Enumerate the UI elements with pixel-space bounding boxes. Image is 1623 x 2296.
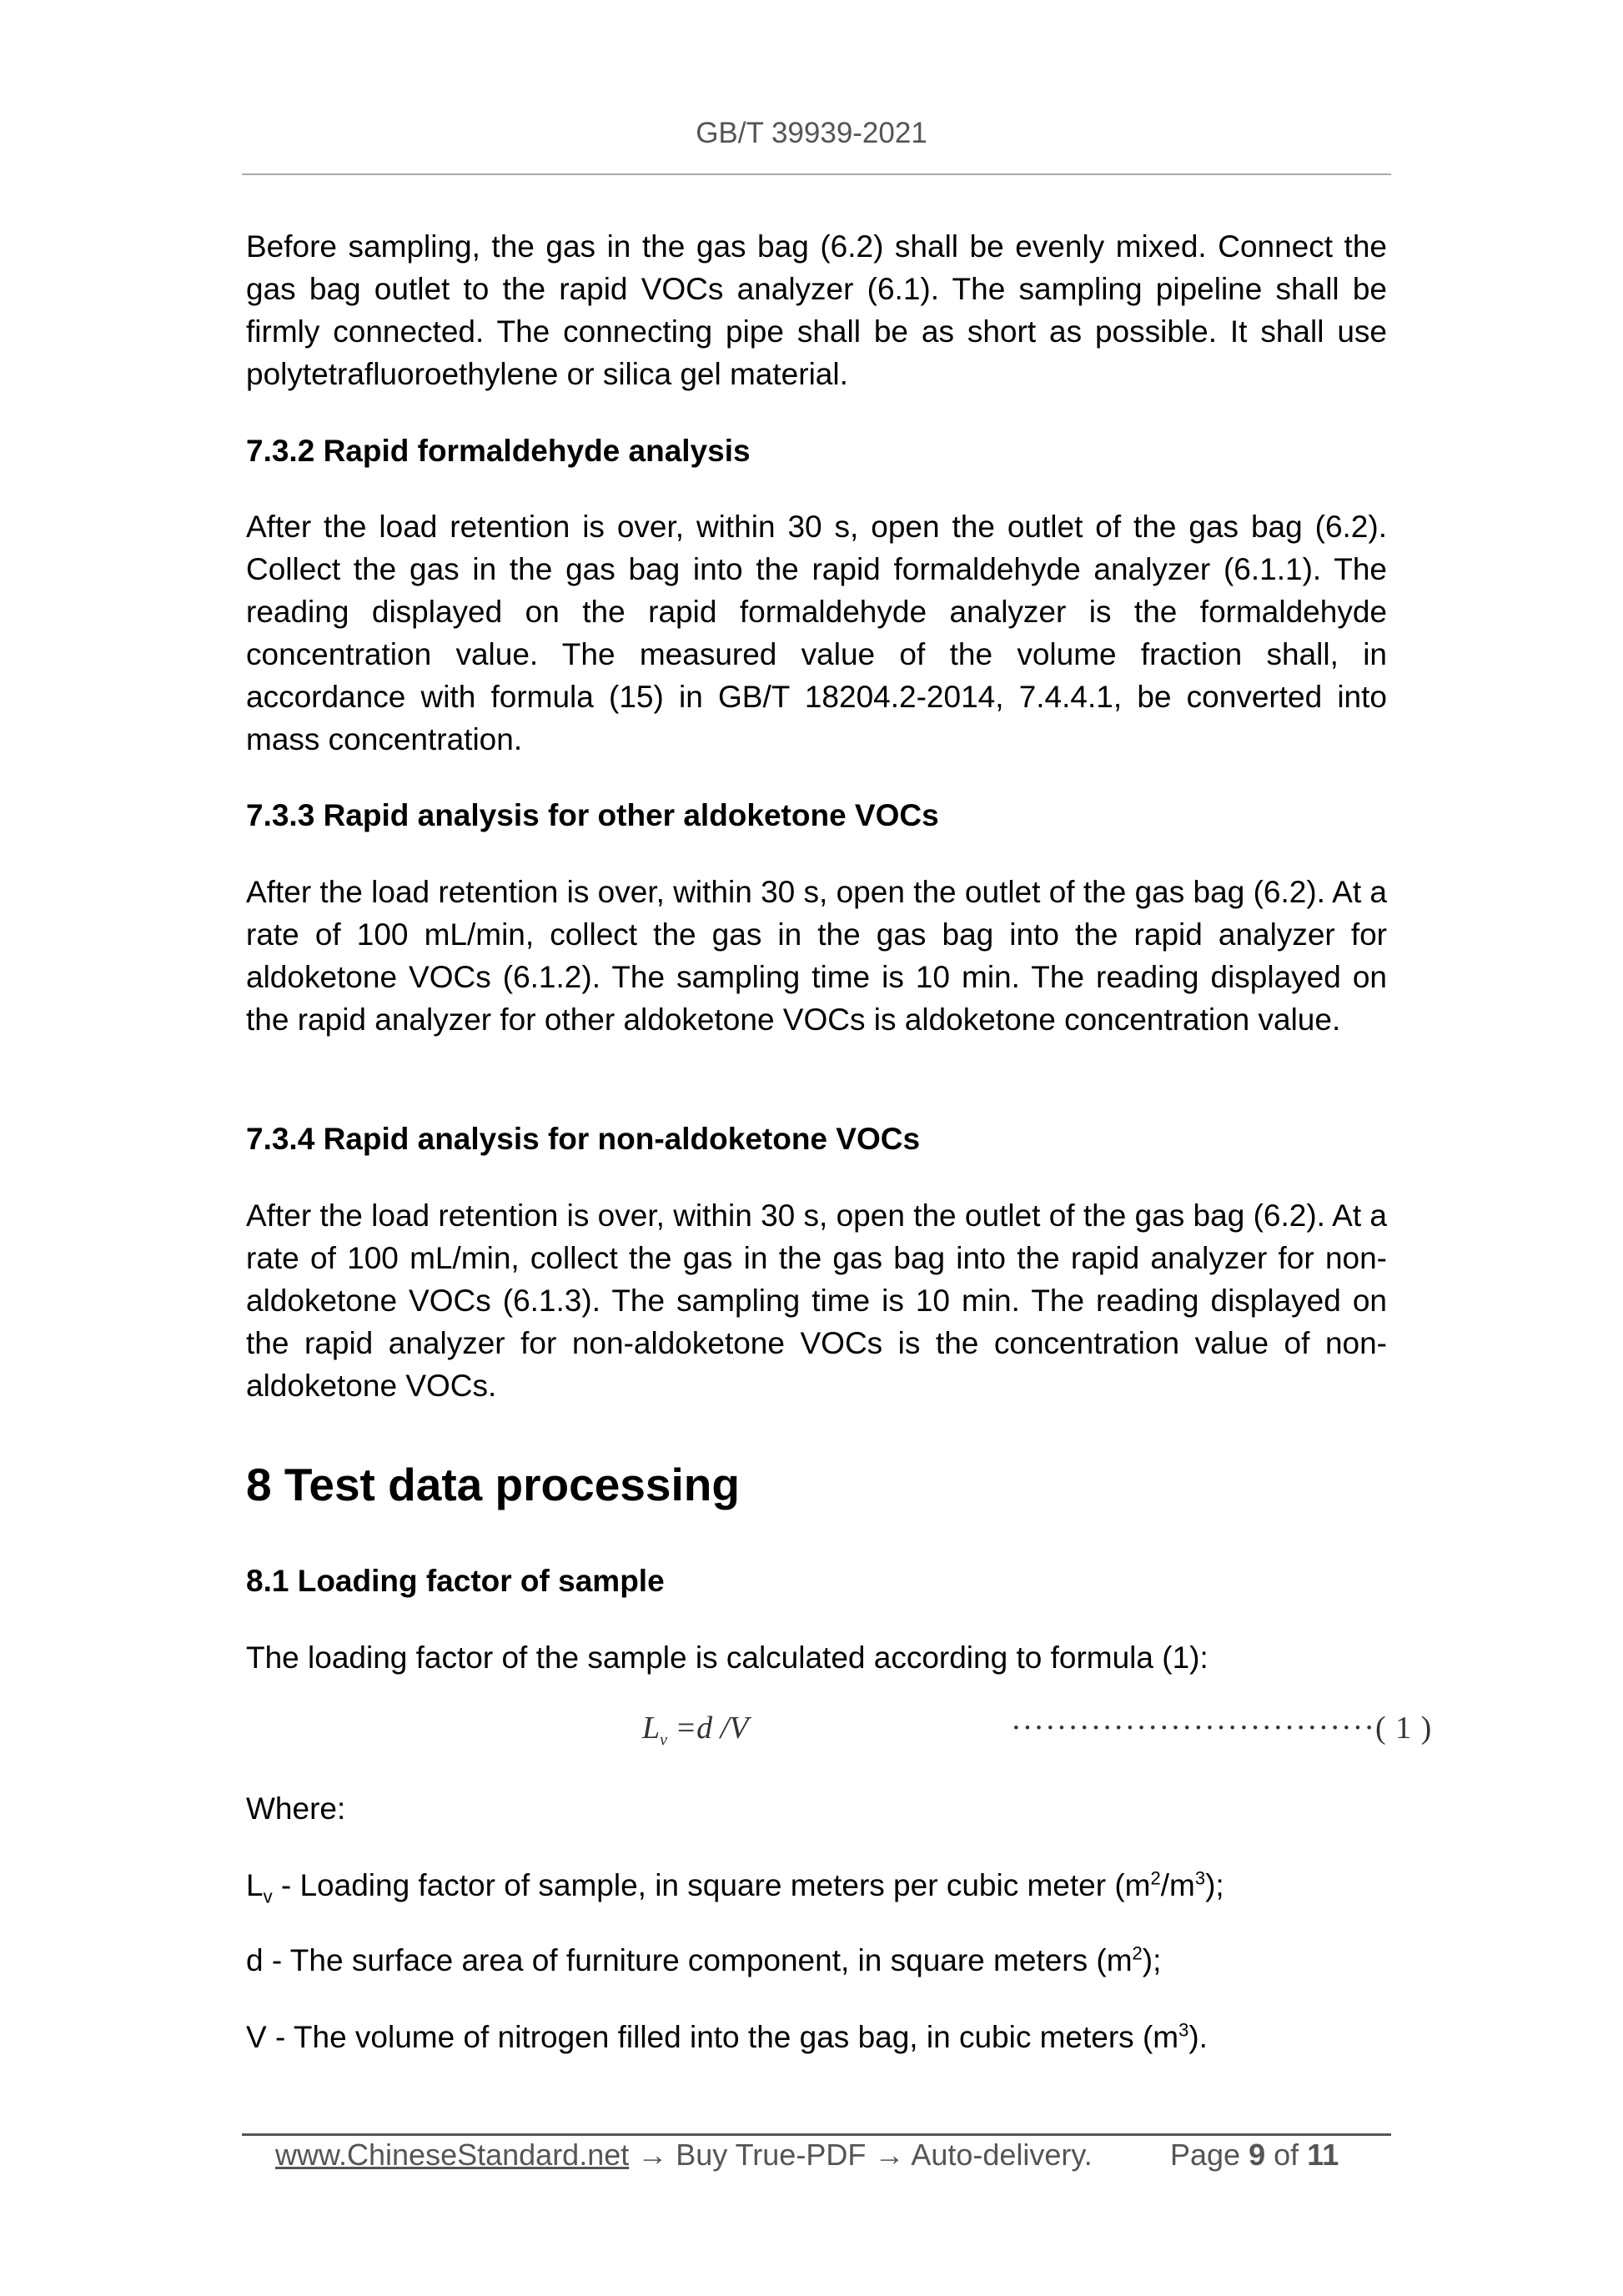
d-text: d - The surface area of furniture component, in square meters (m: [246, 1943, 1133, 1977]
d-sup: 2: [1132, 1942, 1143, 1964]
paragraph-7-3-2: After the load retention is over, within 30 s, open the outlet of the gas bag (6.2). Collect the gas in the gas bag into the rapid formaldehyde analyzer (6.1.1). The reading displayed on the rapid formaldehyde analyzer is the formaldehyde concentration value. The measured value of the volume fraction shall, in accordance with formula (15) in GB/T 18204.2-2014, 7.4.4.1, be converted into mass concentration.: [246, 510, 1387, 756]
heading-7-3-4: 7.3.4 Rapid analysis for non-aldoketone VOCs: [246, 1122, 921, 1156]
definition-v: [246, 2016, 1387, 2058]
footer-divider: [242, 2133, 1391, 2136]
heading-8-1: 8.1 Loading factor of sample: [246, 1564, 665, 1598]
paragraph-8-1: The loading factor of the sample is calculated according to formula (1):: [246, 1640, 1208, 1675]
formula-number: [1011, 1710, 1432, 1746]
paragraph-sampling: Before sampling, the gas in the gas bag (6.2) shall be evenly mixed. Connect the gas bag outlet to the rapid VOCs analyzer (6.1). The sampling pipeline shall be firmly connected. The connecting pipe shall be as short as possible. It shall use polytetrafluoroethylene or silica gel material.: [246, 229, 1387, 391]
lv-text: - Loading factor of sample, in square meters per cubic meter (m: [272, 1868, 1151, 1902]
lv-mid: /m: [1160, 1868, 1195, 1902]
page-indicator: [1170, 2138, 1339, 2173]
header-divider: [242, 173, 1391, 175]
v-end: ).: [1188, 2020, 1208, 2054]
lv-sup2: 3: [1194, 1867, 1206, 1889]
lv-sup1: 2: [1150, 1867, 1161, 1889]
v-sup: 3: [1178, 2019, 1189, 2041]
footer-promo: [275, 2138, 1093, 2173]
lv-end: );: [1205, 1868, 1224, 1902]
page-number: 9: [1249, 2138, 1266, 2172]
formula-label: ( 1 ): [1374, 1711, 1433, 1746]
paragraph-7-3-3: After the load retention is over, within 30 s, open the outlet of the gas bag (6.2). At a rate of 100 mL/min, collect the gas in the gas bag into the rapid analyzer for aldoketone VOCs (6.1.2). The sampling time is 10 min. The reading displayed on the rapid analyzer for other aldoketone VOCs is aldoketone concentration value.: [246, 875, 1387, 1037]
page-of: of: [1274, 2138, 1299, 2172]
where-label: Where:: [246, 1791, 346, 1826]
definition-lv: [246, 1864, 1387, 1917]
chinesestandard-link[interactable]: www.ChineseStandard.net: [275, 2138, 630, 2172]
page-total: 11: [1307, 2138, 1339, 2172]
formula-lhs: L: [642, 1711, 661, 1746]
formula-lhs-sub: v: [660, 1731, 668, 1750]
definition-d: [246, 1939, 1387, 1982]
formula-leader: ································: [1011, 1711, 1375, 1746]
formula-rhs: =d /V: [667, 1711, 749, 1746]
document-id-header: GB/T 39939-2021: [696, 117, 927, 149]
formula-1: [642, 1710, 748, 1751]
v-text: V - The volume of nitrogen filled into the gas bag, in cubic meters (m: [246, 2020, 1179, 2054]
heading-7-3-3: 7.3.3 Rapid analysis for other aldoketone VOCs: [246, 798, 939, 832]
lv-sub: v: [263, 1886, 273, 1907]
page-label: Page: [1170, 2138, 1241, 2172]
footer-promo-text: → Buy True-PDF → Auto-delivery.: [629, 2138, 1093, 2172]
heading-8: 8 Test data processing: [246, 1459, 740, 1510]
paragraph-7-3-4: After the load retention is over, within 30 s, open the outlet of the gas bag (6.2). At a rate of 100 mL/min, collect the gas in the gas bag into the rapid analyzer for non-aldoketone VOCs (6.1.3). The sampling time is 10 min. The reading displayed on the rapid analyzer for non-aldoketone VOCs is the concentration value of non-aldoketone VOCs.: [246, 1198, 1387, 1403]
heading-7-3-2: 7.3.2 Rapid formaldehyde analysis: [246, 434, 751, 468]
lv-symbol: L: [246, 1868, 264, 1902]
d-end: );: [1142, 1943, 1162, 1977]
